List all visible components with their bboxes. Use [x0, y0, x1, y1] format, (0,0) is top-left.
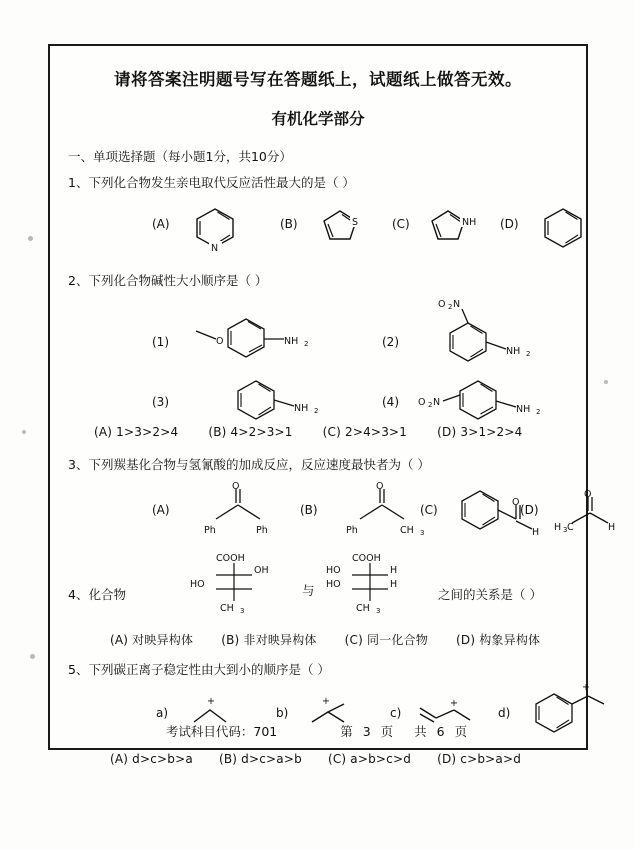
svg-text:2: 2	[536, 408, 541, 416]
question-4-stem-before: 化合物	[88, 587, 126, 602]
q4-answer-c[interactable]: (C) 同一化合物	[344, 633, 428, 647]
svg-text:O: O	[512, 497, 520, 508]
svg-text:3: 3	[240, 607, 245, 615]
svg-text:+: +	[207, 696, 215, 707]
question-2-text: 下列化合物碱性大小顺序是（ ）	[88, 273, 268, 288]
page-number: 3	[362, 724, 371, 739]
svg-text:HO: HO	[326, 565, 341, 576]
question-2-number: 2、	[68, 273, 89, 288]
q5-answer-a[interactable]: (A) d>c>b>a	[110, 752, 193, 766]
svg-text:3: 3	[376, 607, 381, 615]
question-1-number: 1、	[68, 175, 89, 190]
svg-text:CH: CH	[400, 525, 414, 536]
q2-item-4-label: (4)	[382, 395, 399, 409]
subject-code: 考试科目代码：701	[165, 724, 278, 739]
q3-option-a-label: (A)	[152, 503, 170, 517]
page-unit: 页	[380, 724, 394, 739]
q3-option-c-label: (C)	[420, 503, 438, 517]
benzophenone-structure-icon	[194, 481, 282, 543]
question-4-stem-after: 之间的关系是（ ）	[438, 587, 542, 602]
page-footer	[50, 722, 586, 740]
q5-answer-d[interactable]: (D) c>b>a>d	[437, 752, 522, 766]
svg-text:H: H	[532, 527, 540, 538]
svg-text:H: H	[390, 579, 398, 590]
svg-text:+: +	[582, 682, 590, 693]
q1-a-atom-label: N	[211, 243, 219, 253]
svg-text:+: +	[322, 696, 330, 707]
section-heading: 一、单项选择题（每小题1分，共10分）	[68, 149, 292, 164]
q5-option-a-label: a)	[156, 706, 169, 720]
svg-text:Ph: Ph	[346, 525, 358, 536]
svg-text:3: 3	[563, 526, 568, 534]
svg-text:NH: NH	[506, 346, 521, 357]
svg-text:COOH: COOH	[216, 553, 245, 564]
question-3-stem	[68, 455, 570, 473]
q1-c-atom-label: NH	[462, 217, 477, 228]
svg-text:2: 2	[314, 407, 319, 415]
question-3-text: 下列羰基化合物与氢氰酸的加成反应，反应速度最快者为（ ）	[88, 457, 430, 472]
total-prefix: 共	[414, 724, 427, 739]
pyrrole-structure-icon	[426, 203, 488, 251]
fischer-projection-2-icon	[322, 551, 432, 621]
svg-text:HO: HO	[190, 579, 205, 590]
q3-option-d-label: (D)	[520, 503, 539, 517]
fischer-projection-1-icon	[186, 551, 296, 621]
q5-answer-b[interactable]: (B) d>c>a>b	[218, 752, 302, 766]
p-methoxyaniline-structure-icon	[190, 315, 342, 363]
question-4-answers	[110, 631, 570, 648]
svg-text:O: O	[418, 397, 426, 408]
q5-option-d-label: d)	[498, 706, 511, 720]
subject-title: 有机化学部分	[271, 110, 365, 128]
svg-text:2: 2	[428, 401, 433, 409]
total-unit: 页	[454, 724, 468, 739]
svg-text:NH: NH	[294, 403, 309, 414]
page-title: 请将答案注明题号写在答题纸上，试题纸上做答无效。	[114, 70, 522, 89]
question-3-number: 3、	[68, 457, 89, 472]
q2-answer-c[interactable]: (C) 2>4>3>1	[322, 425, 408, 439]
svg-text:N: N	[433, 397, 441, 408]
svg-text:O: O	[584, 489, 592, 500]
q5-option-b-label: b)	[276, 706, 289, 720]
q4-stem-middle: 与	[302, 583, 315, 598]
scan-speck	[30, 654, 35, 659]
svg-text:O: O	[232, 481, 240, 492]
scan-speck	[22, 430, 26, 434]
svg-text:N: N	[453, 299, 461, 310]
svg-text:C: C	[567, 522, 574, 533]
q2-answer-b[interactable]: (B) 4>2>3>1	[208, 425, 293, 439]
q4-answer-d[interactable]: (D) 构象异构体	[456, 633, 541, 647]
question-4-number: 4、	[68, 587, 89, 602]
svg-text:Ph: Ph	[256, 525, 268, 536]
question-1-stem	[68, 173, 570, 191]
q3-option-b-label: (B)	[300, 503, 318, 517]
question-5-number: 5、	[68, 662, 89, 677]
q4-answer-a[interactable]: (A) 对映异构体	[110, 633, 194, 647]
svg-text:H: H	[608, 522, 616, 533]
q2-1-substituent-label: O	[216, 336, 224, 347]
q2-item-3-label: (3)	[152, 395, 169, 409]
q1-option-c-label: (C)	[392, 217, 410, 231]
question-1-options	[90, 195, 570, 257]
q1-option-a-label: (A)	[152, 217, 170, 231]
q2-answer-a[interactable]: (A) 1>3>2>4	[94, 425, 179, 439]
svg-text:COOH: COOH	[352, 553, 381, 564]
svg-text:HO: HO	[326, 579, 341, 590]
question-2-structures	[90, 293, 570, 423]
svg-text:OH: OH	[254, 565, 269, 576]
svg-text:NH: NH	[284, 336, 299, 347]
exam-paper-frame	[48, 44, 616, 766]
question-5-text: 下列碳正离子稳定性由大到小的顺序是（ ）	[88, 662, 330, 677]
question-5-stem	[68, 660, 570, 678]
svg-text:NH: NH	[516, 404, 531, 415]
question-3-options	[90, 477, 616, 547]
question-1-text: 下列化合物发生亲电取代反应活性最大的是（ ）	[88, 175, 355, 190]
q5-answer-c[interactable]: (C) a>b>c>d	[327, 752, 412, 766]
p-nitroaniline-structure-icon	[416, 375, 576, 423]
acetaldehyde-structure-icon	[554, 483, 635, 543]
question-2-stem	[68, 271, 570, 289]
svg-text:O: O	[376, 481, 384, 492]
scan-speck	[28, 236, 33, 241]
svg-text:CH: CH	[220, 603, 234, 614]
q1-option-b-label: (B)	[280, 217, 298, 231]
q2-item-2-label: (2)	[382, 335, 399, 349]
question-5-answers	[110, 752, 570, 766]
svg-text:2: 2	[526, 350, 531, 358]
q1-option-d-label: (D)	[500, 217, 519, 231]
svg-text:Ph: Ph	[204, 525, 216, 536]
svg-text:3: 3	[420, 529, 425, 537]
svg-text:2: 2	[304, 340, 309, 348]
q5-option-c-label: c)	[390, 706, 402, 720]
svg-text:+: +	[450, 698, 458, 709]
question-4-row	[66, 551, 570, 623]
page-indicator	[337, 724, 470, 739]
q1-b-atom-label: S	[352, 217, 359, 228]
total-number: 6	[436, 724, 445, 739]
question-4-prefix	[68, 585, 126, 603]
m-nitroaniline-structure-icon	[420, 293, 570, 371]
aniline-structure-icon	[230, 375, 358, 423]
q4-answer-b[interactable]: (B) 非对映异构体	[221, 633, 317, 647]
svg-text:CH: CH	[356, 603, 370, 614]
page-prefix: 第	[340, 724, 353, 739]
svg-text:O: O	[438, 299, 446, 310]
benzene-structure-icon	[536, 201, 590, 253]
svg-text:2: 2	[448, 303, 453, 311]
svg-text:H: H	[390, 565, 398, 576]
thiophene-structure-icon	[316, 203, 368, 251]
svg-text:H: H	[554, 522, 562, 533]
question-2-answers	[94, 425, 570, 439]
q2-item-1-label: (1)	[152, 335, 169, 349]
q2-answer-d[interactable]: (D) 3>1>2>4	[437, 425, 523, 439]
pyridine-structure-icon	[188, 201, 242, 253]
scan-speck	[604, 380, 608, 384]
